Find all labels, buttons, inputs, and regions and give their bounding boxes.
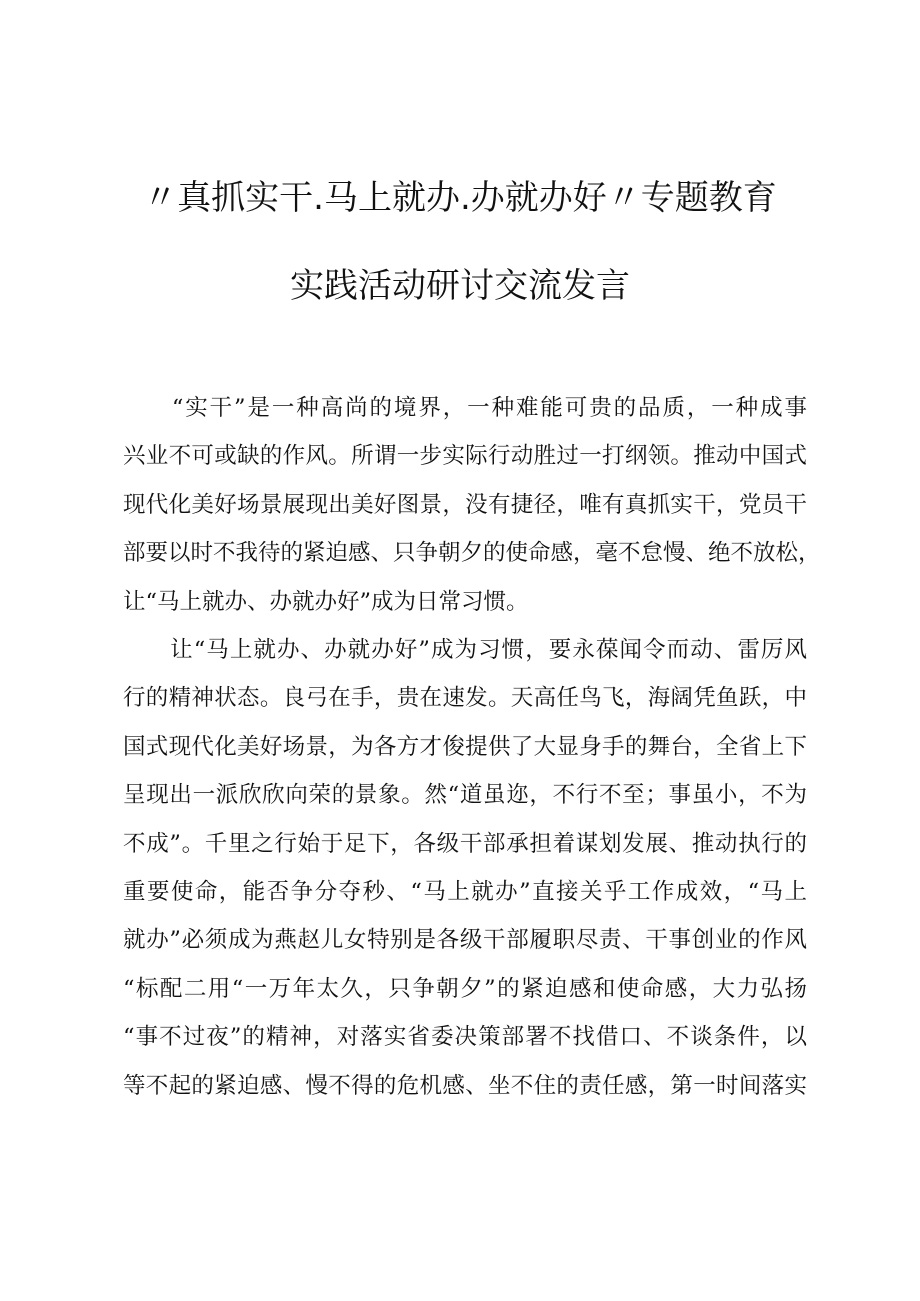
paragraph-line: “事不过夜”的精神，对落实省委决策部署不找借口、不谈条件，以 <box>123 1024 807 1051</box>
paragraph-line: 重要使命，能否争分夺秒、“马上就办”直接关乎工作成效，“马上 <box>123 878 807 905</box>
paragraph-line: 等不起的紧迫感、慢不得的危机感、坐不住的责任感，第一时间落实 <box>123 1072 807 1099</box>
paragraph-line: 呈现出一派欣欣向荣的景象。然“道虽迩，不行不至；事虽小，不为 <box>123 782 807 809</box>
paragraph-line: 就办”必须成为燕赵儿女特别是各级干部履职尽责、干事创业的作风 <box>123 927 807 954</box>
paragraph-line: “标配二用“一万年太久，只争朝夕”的紧迫感和使命感，大力弘扬 <box>123 975 807 1002</box>
paragraph-line: 部要以时不我待的紧迫感、只争朝夕的使命感，毫不怠慢、绝不放松， <box>123 540 821 567</box>
paragraph-line: 兴业不可或缺的作风。所谓一步实际行动胜过一打纲领。推动中国式 <box>123 443 807 470</box>
paragraph-line: 不成”。千里之行始于足下，各级干部承担着谋划发展、推动执行的 <box>123 830 807 857</box>
paragraph-2 <box>123 626 807 1110</box>
paragraph-line: 行的精神状态。良弓在手，贵在速发。天高任鸟飞，海阔凭鱼跃，中 <box>123 685 807 712</box>
paragraph-1 <box>123 384 821 626</box>
paragraph-line: 让“马上就办、办就办好”成为日常习惯。 <box>123 588 529 615</box>
paragraph-line: 让“马上就办、办就办好”成为习惯，要永葆闻令而动、雷厉风 <box>123 637 807 663</box>
document-title-line-1: 〃真抓实干.马上就办.办就办好〃专题教育 <box>143 178 777 218</box>
paragraph-line: 现代化美好场景展现出美好图景，没有捷径，唯有真抓实干，党员干 <box>123 491 807 518</box>
paragraph-line: “实干”是一种高尚的境界，一种难能可贵的品质，一种成事 <box>123 395 807 421</box>
document-title-line-2: 实践活动研讨交流发言 <box>290 266 630 306</box>
paragraph-line: 国式现代化美好场景，为各方才俊提供了大显身手的舞台，全省上下 <box>123 733 807 760</box>
